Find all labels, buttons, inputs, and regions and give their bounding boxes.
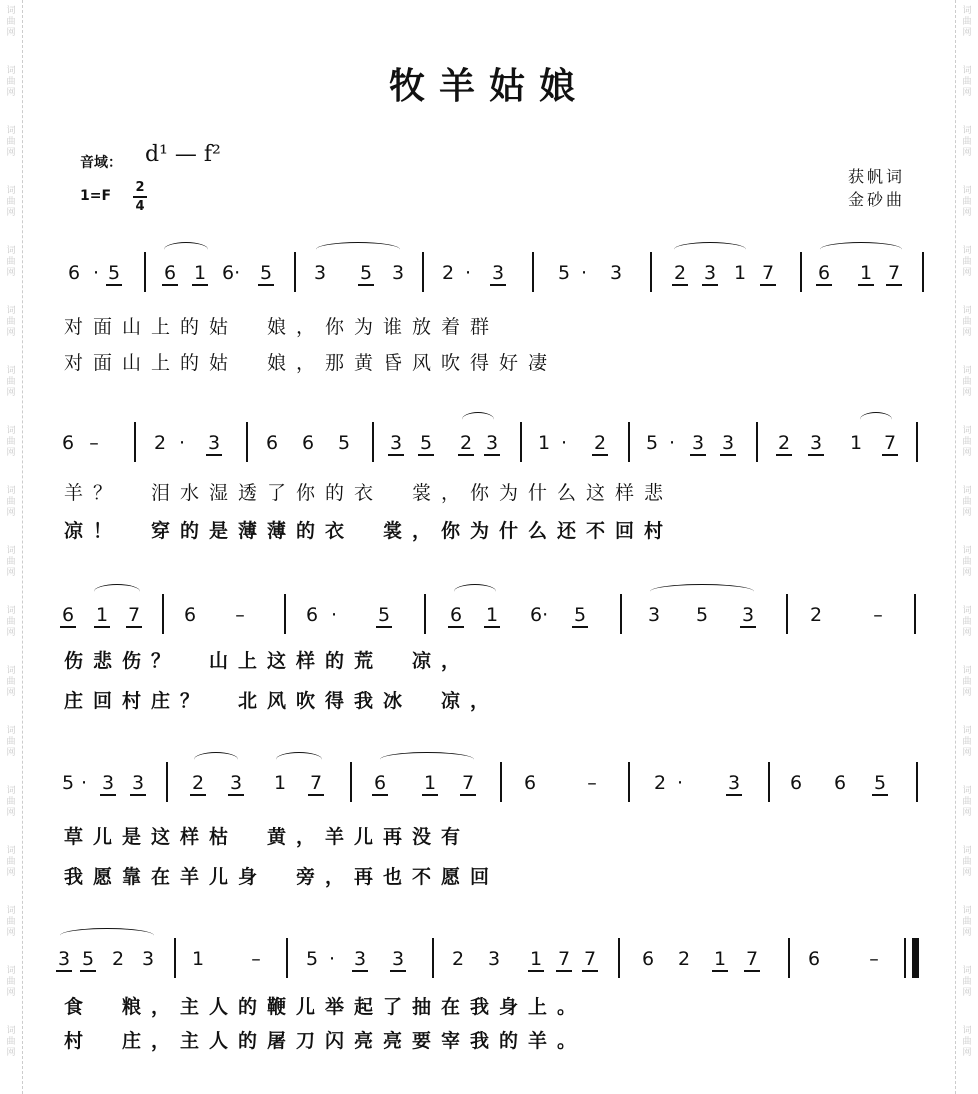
watermark: 词曲网 [962,366,972,398]
watermark: 词曲网 [962,606,972,638]
notation-line: 3 5 2 3 1 – 5 · 3 3 2 3 1 7 7 6 2 1 7 6 – [60,938,926,978]
watermark: 词曲网 [6,486,16,518]
watermark: 词曲网 [6,366,16,398]
watermark: 词曲网 [6,786,16,818]
watermark: 词曲网 [962,666,972,698]
watermark: 词曲网 [6,846,16,878]
watermark: 词曲网 [962,186,972,218]
watermark: 词曲网 [6,426,16,458]
watermark: 词曲网 [6,1026,16,1058]
lyric-verse-1: 对面山上的姑 娘，你为谁放着群 [64,316,500,338]
lyric-verse-1: 羊？ 泪水湿透了你的衣 裳，你为什么这样悲 [64,482,674,504]
watermark: 词曲网 [6,966,16,998]
left-watermark-strip [0,0,23,1094]
lyric-verse-1: 草儿是这样枯 黄，羊儿再没有 [64,826,471,848]
watermark: 词曲网 [6,6,16,38]
composer-credit: 金砂曲 [848,190,906,209]
watermark: 词曲网 [962,1026,972,1058]
watermark: 词曲网 [962,6,972,38]
watermark: 词曲网 [962,426,972,458]
range-label: 音域： [80,155,122,171]
range-value: d¹ — f² [145,142,221,167]
lyric-verse-2: 对面山上的姑 娘，那黄昏风吹得好凄 [64,352,558,374]
watermark: 词曲网 [962,786,972,818]
lyric-verse-1: 伤悲伤？ 山上这样的荒 凉， [64,650,471,672]
time-signature [133,180,147,214]
notation-line: 6 1 7 6 – 6 · 5 6 1 6· 5 3 5 3 2 – [60,594,926,634]
watermark: 词曲网 [962,306,972,338]
time-signature-top: 2 [135,180,145,195]
watermark: 词曲网 [962,846,972,878]
watermark: 词曲网 [6,906,16,938]
watermark: 词曲网 [6,306,16,338]
watermark: 词曲网 [962,486,972,518]
watermark: 词曲网 [6,246,16,278]
lyric-verse-2: 凉！ 穿的是薄薄的衣 裳，你为什么还不回村 [64,520,674,542]
watermark: 词曲网 [962,126,972,158]
watermark: 词曲网 [962,246,972,278]
song-title: 牧羊姑娘 [388,65,589,107]
lyricist-credit: 获帆词 [848,167,906,186]
watermark: 词曲网 [962,726,972,758]
watermark: 词曲网 [962,906,972,938]
watermark: 词曲网 [6,726,16,758]
lyric-verse-2: 村 庄，主人的屠刀闪亮亮要宰我的羊。 [64,1030,587,1052]
watermark: 词曲网 [6,126,16,158]
notation-line: 6 · 5 6 1 6· 5 3 5 3 2 · 3 5 · 3 2 3 1 7 6 1 7 [60,252,926,292]
watermark: 词曲网 [962,966,972,998]
watermark: 词曲网 [6,606,16,638]
key-signature: 1=F [80,188,112,204]
lyric-verse-2: 我愿靠在羊儿身 旁，再也不愿回 [64,866,500,888]
lyric-verse-2: 庄回村庄？ 北风吹得我冰 凉， [64,690,500,712]
watermark: 词曲网 [962,66,972,98]
time-signature-bottom: 4 [135,199,145,214]
right-watermark-strip [955,0,978,1094]
watermark: 词曲网 [6,666,16,698]
watermark: 词曲网 [6,66,16,98]
lyric-verse-1: 食 粮，主人的鞭儿举起了抽在我身上。 [64,996,587,1018]
notation-line: 6 – 2 · 3 6 6 5 3 5 2 3 1 · 2 5 · 3 3 2 3 1 7 [60,422,926,462]
notation-line: 5 · 3 3 2 3 1 7 6 1 7 6 – 2 · 3 6 6 5 [60,762,926,802]
watermark: 词曲网 [6,546,16,578]
watermark: 词曲网 [962,546,972,578]
watermark: 词曲网 [6,186,16,218]
